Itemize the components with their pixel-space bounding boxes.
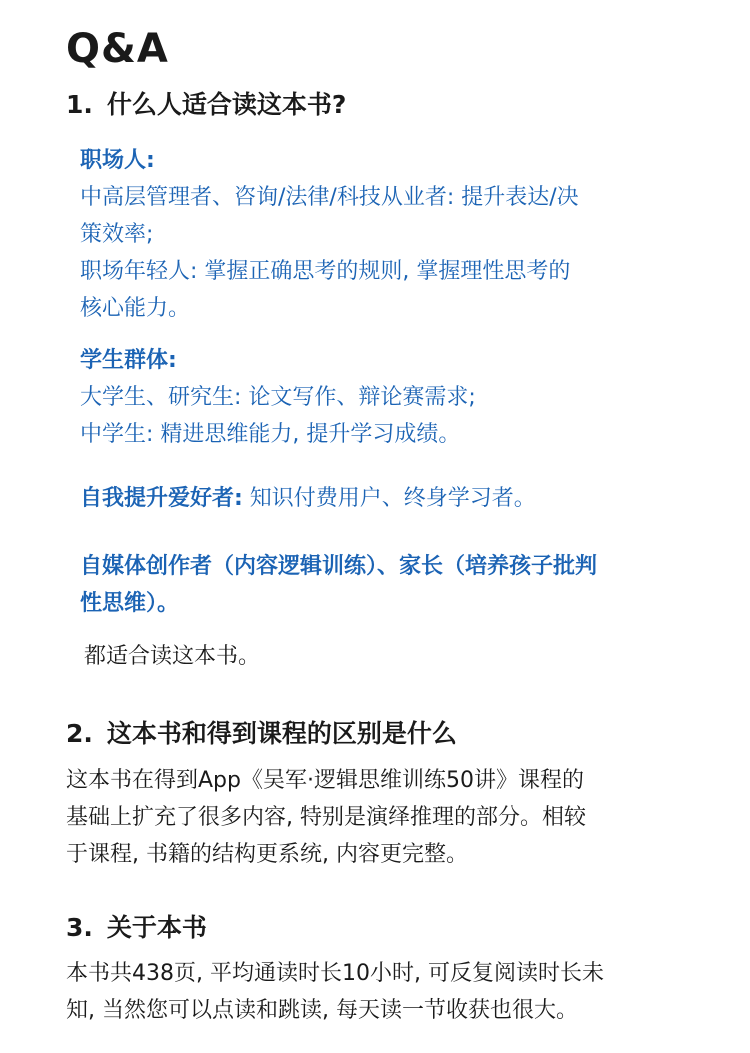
- answer-3-line-2: 知, 当然您可以点读和跳读, 每天读一节收获也很大。: [66, 998, 578, 1023]
- self-improvement-label: 自我提升爱好者:: [80, 486, 243, 511]
- question-1-text: 什么人适合读这本书?: [106, 90, 347, 119]
- answer-2-line-3: 于课程, 书籍的结构更系统, 内容更完整。: [66, 842, 468, 867]
- page-title: Q&A: [66, 26, 169, 72]
- answer-2-line-1: 这本书在得到App《吴军·逻辑思维训练50讲》课程的: [66, 768, 584, 793]
- answer-2: [66, 762, 688, 873]
- question-2-number: 2.: [66, 719, 93, 748]
- audience-workplace: [80, 142, 690, 327]
- q1-conclusion: 都适合读这本书。: [84, 644, 261, 669]
- audience-creators: [80, 548, 690, 622]
- workplace-line-1: 中高层管理者、咨询/法律/科技从业者: 提升表达/决: [80, 185, 579, 210]
- audience-students: [80, 342, 690, 453]
- question-2-text: 这本书和得到课程的区别是什么: [106, 719, 457, 748]
- answer-2-line-2: 基础上扩充了很多内容, 特别是演绎推理的部分。相较: [66, 805, 586, 830]
- creators-line-1: 自媒体创作者（内容逻辑训练）、家长（培养孩子批判: [80, 554, 598, 579]
- question-3-number: 3.: [66, 913, 93, 942]
- students-line-2: 中学生: 精进思维能力, 提升学习成绩。: [80, 422, 461, 447]
- workplace-line-2: 策效率;: [80, 222, 154, 247]
- students-label: 学生群体:: [80, 348, 177, 373]
- question-3-text: 关于本书: [106, 913, 207, 942]
- question-1-heading: [66, 88, 346, 122]
- self-improvement-text: 知识付费用户、终身学习者。: [242, 486, 536, 511]
- workplace-line-3: 职场年轻人: 掌握正确思考的规则, 掌握理性思考的: [80, 259, 571, 284]
- question-2-heading: [66, 717, 457, 751]
- workplace-label: 职场人:: [80, 148, 155, 173]
- workplace-line-4: 核心能力。: [80, 296, 191, 321]
- question-1-number: 1.: [66, 90, 93, 119]
- students-line-1: 大学生、研究生: 论文写作、辩论赛需求;: [80, 385, 476, 410]
- answer-3: [66, 955, 688, 1029]
- answer-3-line-1: 本书共438页, 平均通读时长10小时, 可反复阅读时长未: [66, 961, 604, 986]
- audience-self-improvement: [80, 480, 690, 517]
- question-3-heading: [66, 911, 207, 945]
- creators-line-2: 性思维）。: [80, 591, 180, 616]
